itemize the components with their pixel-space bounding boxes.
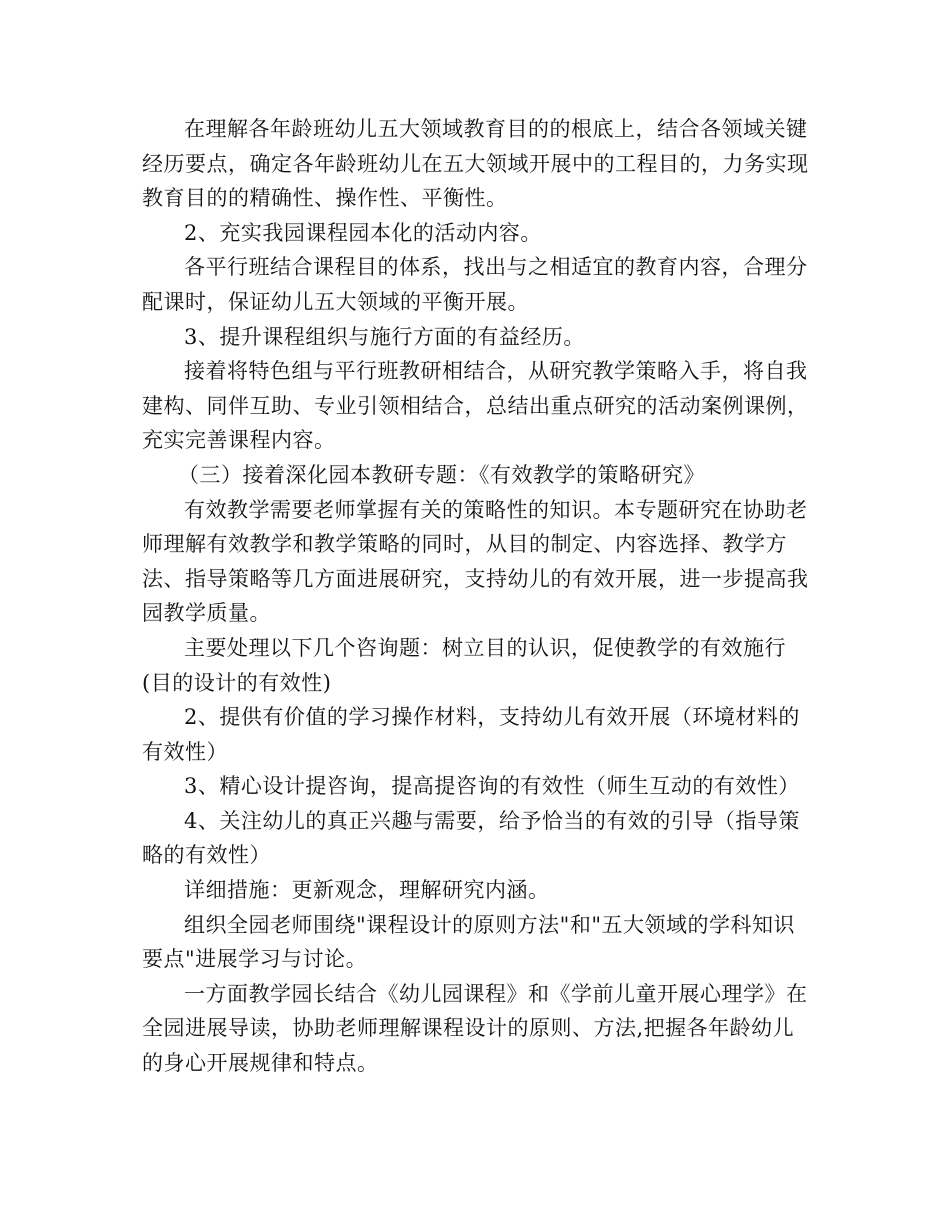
paragraph-organize-study: 组织全园老师围绕"课程设计的原则方法"和"五大领域的学科知识要点"进展学习与讨论。 bbox=[142, 912, 795, 972]
paragraph-goal-basis: 在理解各年龄班幼儿五大领域教育目的的根底上，结合各领域关键经历要点，确定各年龄班幼儿在五大领域开展中的工程目的，力务实现教育目的的精确性、操作性、平衡性。 bbox=[142, 117, 809, 211]
section-heading-3: （三）接着深化园本教研专题：《有效教学的策略研究》 bbox=[178, 462, 705, 487]
paragraph-guided-reading: 一方面教学园长结合《幼儿园课程》和《学前儿童开展心理学》在全园进展导读，协助老师理解课程设计的原则、方法,把握各年龄幼儿的身心开展规律和特点。 bbox=[142, 981, 808, 1076]
item-2-materials: 2、提供有价值的学习操作材料，支持幼儿有效开展（环境材料的有效性） bbox=[142, 705, 800, 764]
paragraph-parallel-classes: 各平行班结合课程目的体系，找出与之相适宜的教育内容，合理分配课时，保证幼儿五大领域的平衡开展。 bbox=[142, 255, 808, 314]
paragraph-effective-teaching: 有效教学需要老师掌握有关的策略性的知识。本专题研究在协助老师理解有效教学和教学策略的同时，从目的制定、内容选择、教学方法、指导策略等几方面进展研究，支持幼儿的有效开展，进一步提高我园教学质量。 bbox=[142, 497, 809, 626]
paragraph-main-issues: 主要处理以下几个咨询题：树立目的认识，促使教学的有效施行(目的设计的有效性) bbox=[142, 635, 786, 695]
item-3-improve-experience: 3、提升课程组织与施行方面的有益经历。 bbox=[184, 324, 585, 349]
item-4-interests: 4、关注幼儿的真正兴趣与需要，给予恰当的有效的引导（指导策略的有效性） bbox=[142, 808, 800, 868]
paragraph-teaching-research: 接着将特色组与平行班教研相结合，从研究教学策略入手，将自我建构、同伴互助、专业引领相结合，总结出重点研究的活动案例课例，充实完善课程内容。 bbox=[142, 359, 809, 453]
paragraph-measures: 详细措施：更新观念，理解研究内涵。 bbox=[184, 878, 550, 903]
item-2-enrich-content: 2、充实我园课程园本化的活动内容。 bbox=[184, 220, 542, 245]
document-body bbox=[142, 112, 814, 1081]
item-3-questioning: 3、精心设计提咨询，提高提咨询的有效性（师生互动的有效性） bbox=[184, 774, 800, 799]
